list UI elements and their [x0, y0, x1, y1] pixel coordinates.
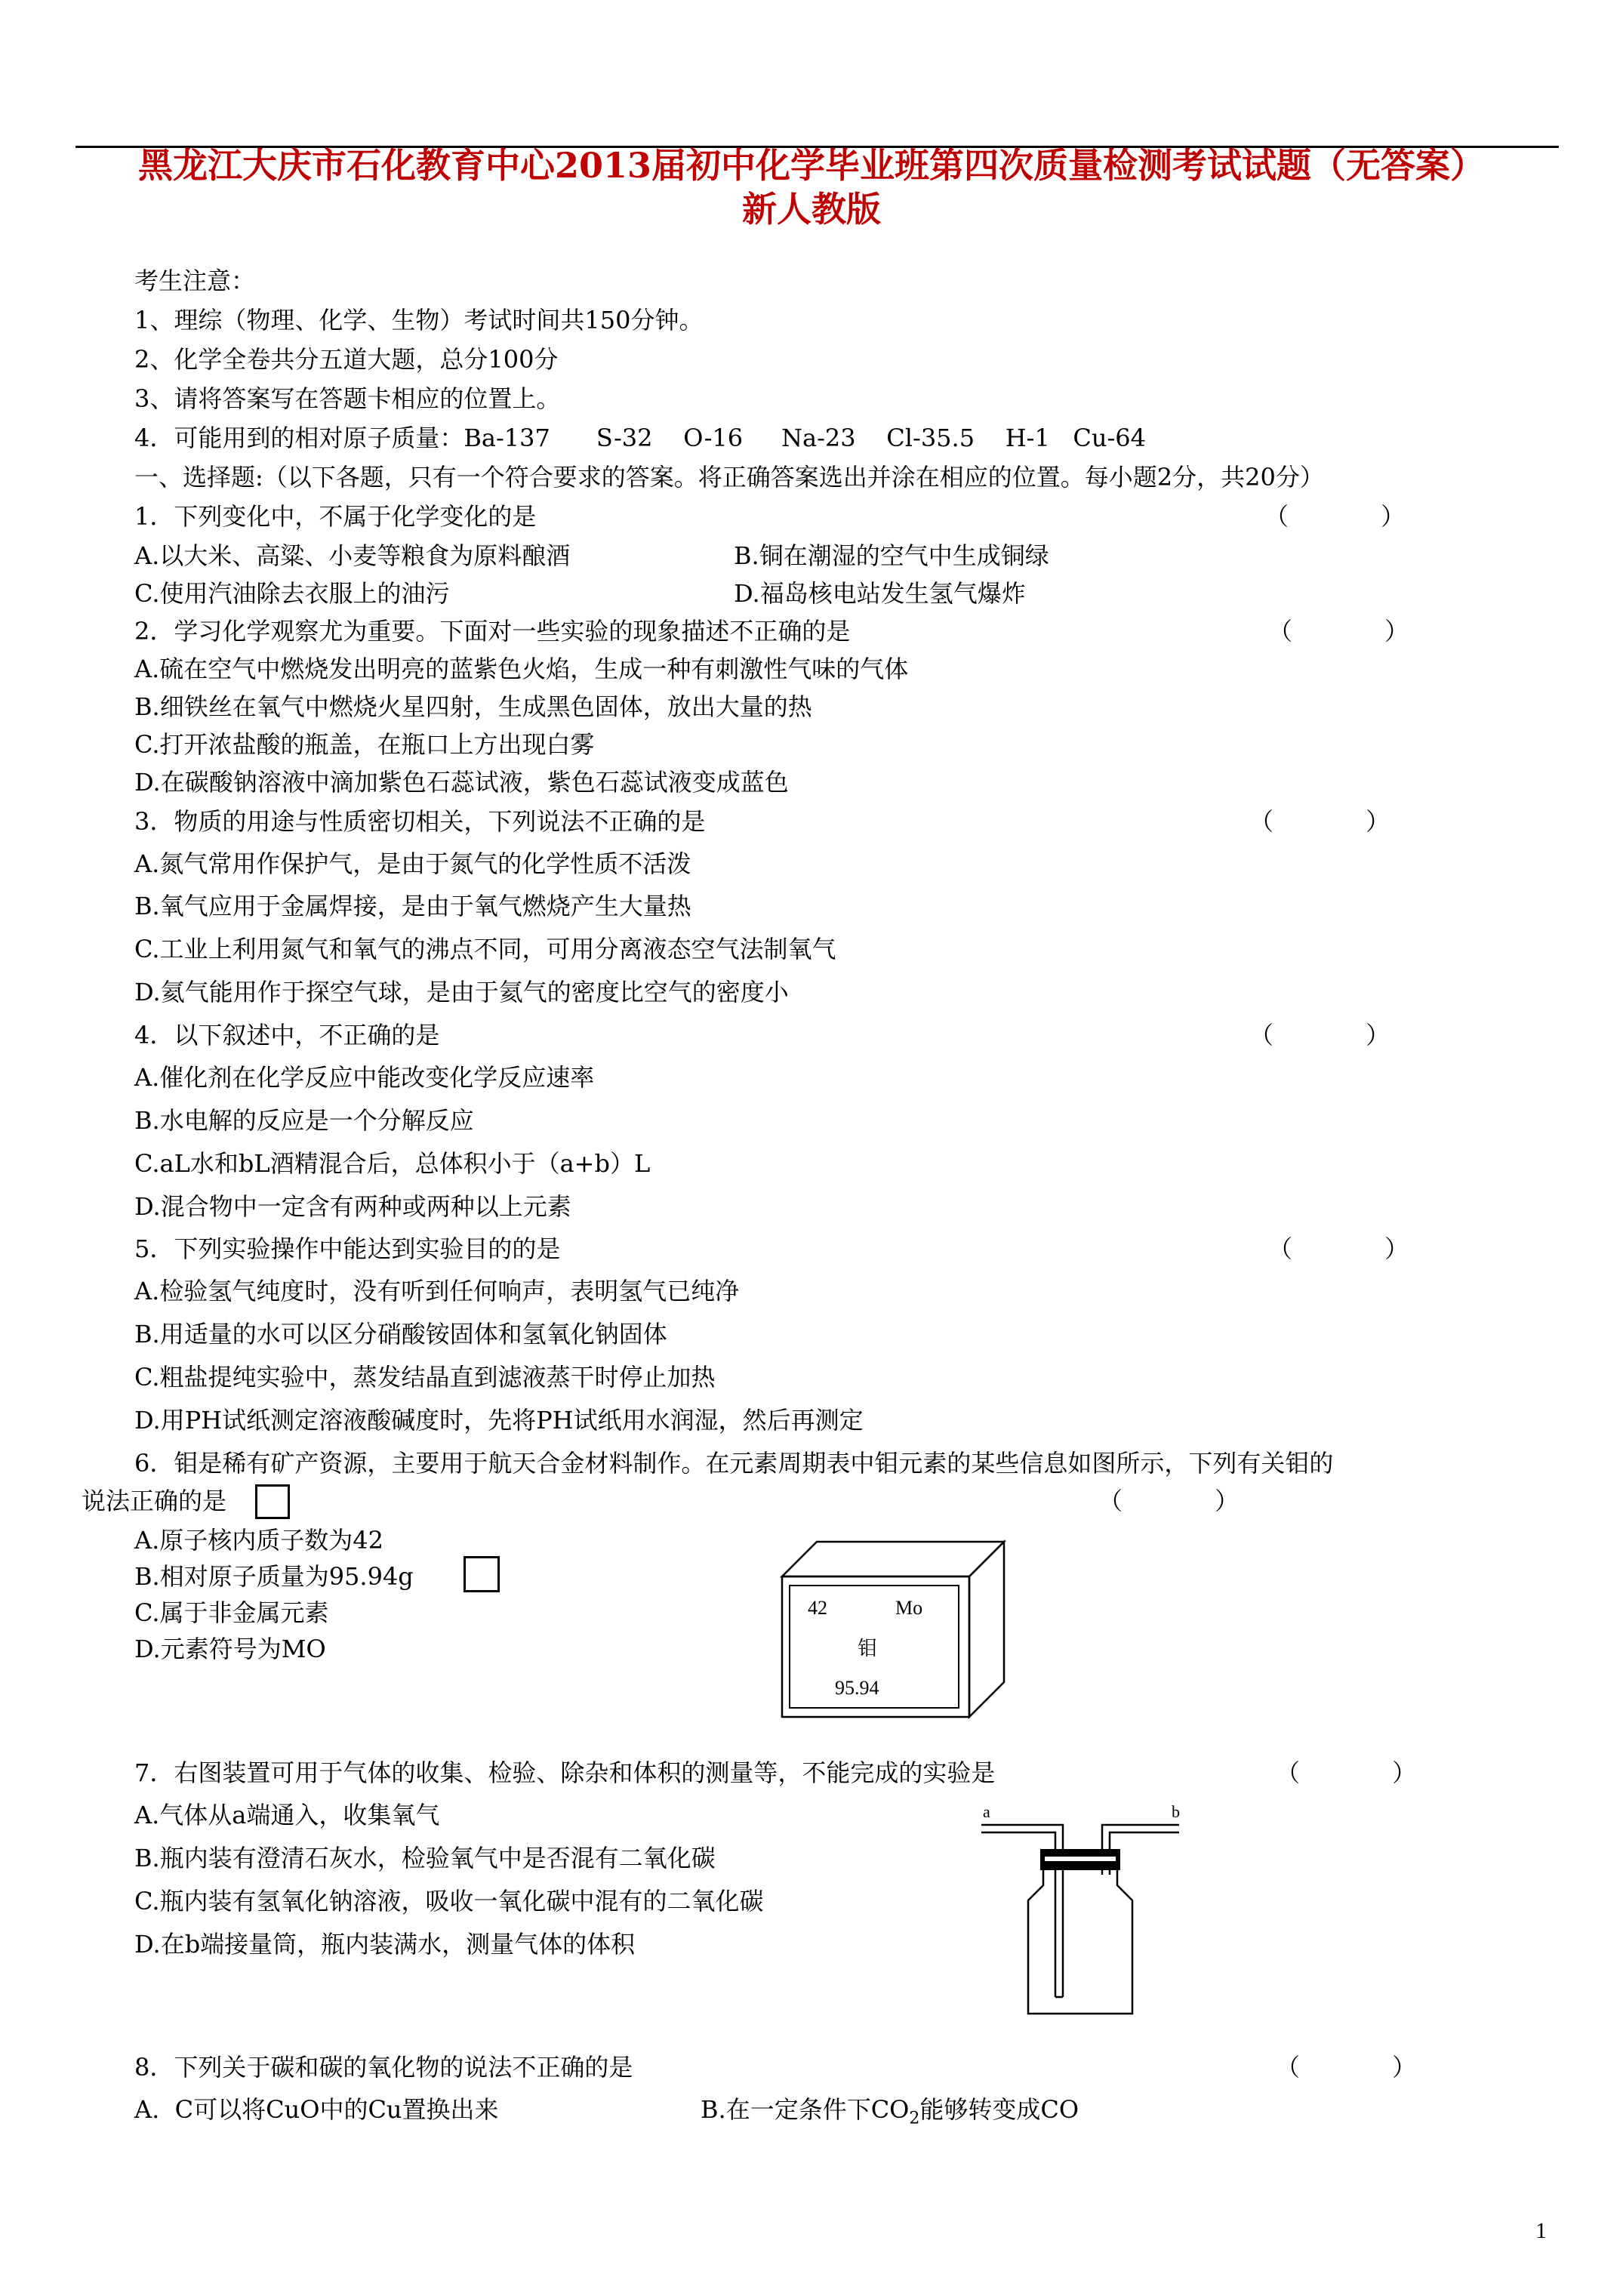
- option: B.水电解的反应是一个分解反应: [134, 1106, 474, 1135]
- option: B.在一定条件下$CO_2$能够转变成CO: [701, 2095, 1079, 2128]
- answer-parentheses: （ ）: [1276, 1758, 1417, 1787]
- notice-item: 1、理综（物理、化学、生物）考试时间共150分钟。: [134, 306, 704, 334]
- option: A.催化剂在化学反应中能改变化学反应速率: [134, 1063, 595, 1092]
- question-stem: 2．学习化学观察尤为重要。下面对一些实验的现象描述不正确的是: [134, 617, 851, 646]
- element-name: 钼: [858, 1638, 878, 1660]
- element-atomic-number: 42: [808, 1597, 827, 1619]
- option: B.相对原子质量为95.94g: [134, 1562, 414, 1591]
- page-title-line2: 新人教版: [742, 189, 881, 230]
- option: D.氦气能用作于探空气球，是由于氦气的密度比空气的密度小: [134, 978, 789, 1006]
- option: B.用适量的水可以区分硝酸铵固体和氢氧化钠固体: [134, 1320, 667, 1348]
- page-title-line1: 黑龙江大庆市石化教育中心2013届初中化学毕业班第四次质量检测考试试题（无答案）: [137, 145, 1486, 186]
- option: A.检验氢气纯度时，没有听到任何响声，表明氢气已纯净: [134, 1277, 740, 1305]
- option: A.原子核内质子数为42: [134, 1526, 384, 1555]
- option: C.属于非金属元素: [134, 1598, 329, 1627]
- option: D.在b端接量筒，瓶内装满水，测量气体的体积: [134, 1930, 636, 1959]
- tube-label-b: b: [1172, 1802, 1180, 1821]
- option: C.aL水和bL酒精混合后，总体积小于（a+b）L: [134, 1149, 651, 1178]
- notice-heading: 考生注意：: [134, 267, 256, 295]
- option: D.用PH试纸测定溶液酸碱度时，先将PH试纸用水润湿，然后再测定: [134, 1406, 864, 1435]
- notice-item: 4．可能用到的相对原子质量：Ba-137 S-32 O-16 Na-23 Cl-35.5 H-1 Cu-64: [134, 424, 1146, 452]
- blank-box: [255, 1484, 290, 1519]
- blank-box: [463, 1556, 500, 1592]
- option: A.以大米、高粱、小麦等粮食为原料酿酒: [134, 541, 571, 570]
- option: B.铜在潮湿的空气中生成铜绿: [734, 541, 1049, 570]
- question-stem: 说法正确的是: [82, 1487, 227, 1515]
- option: D.混合物中一定含有两种或两种以上元素: [134, 1192, 571, 1221]
- option: C.使用汽油除去衣服上的油污: [134, 579, 450, 608]
- answer-parentheses: （ ）: [1268, 1234, 1409, 1263]
- answer-parentheses: （ ）: [1249, 1021, 1390, 1049]
- option: A.氮气常用作保护气，是由于氮气的化学性质不活泼: [134, 849, 691, 878]
- element-symbol: Mo: [895, 1597, 923, 1619]
- option: C.工业上利用氮气和氧气的沸点不同，可用分离液态空气法制氧气: [134, 935, 836, 963]
- question-stem: 7．右图装置可用于气体的收集、检验、除杂和体积的测量等，不能完成的实验是: [134, 1758, 996, 1787]
- question-stem: 3．物质的用途与性质密切相关，下列说法不正确的是: [134, 807, 706, 836]
- option: B.瓶内装有澄清石灰水，检验氧气中是否混有二氧化碳: [134, 1844, 716, 1872]
- option: D.在碳酸钠溶液中滴加紫色石蕊试液，紫色石蕊试液变成蓝色: [134, 768, 789, 797]
- element-card-figure: [778, 1539, 1012, 1720]
- option: C.瓶内装有氢氧化钠溶液，吸收一氧化碳中混有的二氧化碳: [134, 1887, 764, 1915]
- option: B.细铁丝在氧气中燃烧火星四射，生成黑色固体，放出大量的热: [134, 692, 812, 721]
- tube-label-a: a: [983, 1802, 990, 1821]
- answer-parentheses: （ ）: [1264, 502, 1406, 531]
- option: A.硫在空气中燃烧发出明亮的蓝紫色火焰，生成一种有刺激性气味的气体: [134, 655, 909, 683]
- question-stem: 4．以下叙述中，不正确的是: [134, 1021, 440, 1049]
- question-stem: 1．下列变化中，不属于化学变化的是: [134, 502, 537, 531]
- option: B.氧气应用于金属焊接，是由于氧气燃烧产生大量热: [134, 892, 691, 920]
- answer-parentheses: （ ）: [1276, 2053, 1417, 2082]
- option: C.打开浓盐酸的瓶盖，在瓶口上方出现白雾: [134, 730, 595, 759]
- notice-item: 2、化学全卷共分五道大题，总分100分: [134, 345, 559, 374]
- question-stem: 6．钼是稀有矿产资源，主要用于航天合金材料制作。在元素周期表中钼元素的某些信息如图所示，下列有关钼的: [134, 1449, 1334, 1478]
- answer-parentheses: （ ）: [1249, 807, 1390, 836]
- option: D.元素符号为MO: [134, 1635, 326, 1663]
- option: A. C可以将CuO中的Cu置换出来: [134, 2095, 499, 2124]
- option: A.气体从a端通入，收集氧气: [134, 1801, 440, 1829]
- answer-parentheses: （ ）: [1098, 1487, 1240, 1515]
- page-number: 1: [1535, 2218, 1547, 2243]
- question-stem: 8．下列关于碳和碳的氧化物的说法不正确的是: [134, 2053, 633, 2082]
- gas-bottle-apparatus: [974, 1801, 1193, 2020]
- question-stem: 5．下列实验操作中能达到实验目的的是: [134, 1234, 561, 1263]
- option: C.粗盐提纯实验中，蒸发结晶直到滤液蒸干时停止加热: [134, 1363, 716, 1391]
- section-heading: 一、选择题:（以下各题，只有一个符合要求的答案。将正确答案选出并涂在相应的位置。每小题2分，共20分）: [134, 463, 1324, 492]
- answer-parentheses: （ ）: [1268, 617, 1409, 646]
- element-mass: 95.94: [835, 1677, 879, 1699]
- option: D.福岛核电站发生氢气爆炸: [734, 579, 1026, 608]
- notice-item: 3、请将答案写在答题卡相应的位置上。: [134, 384, 561, 413]
